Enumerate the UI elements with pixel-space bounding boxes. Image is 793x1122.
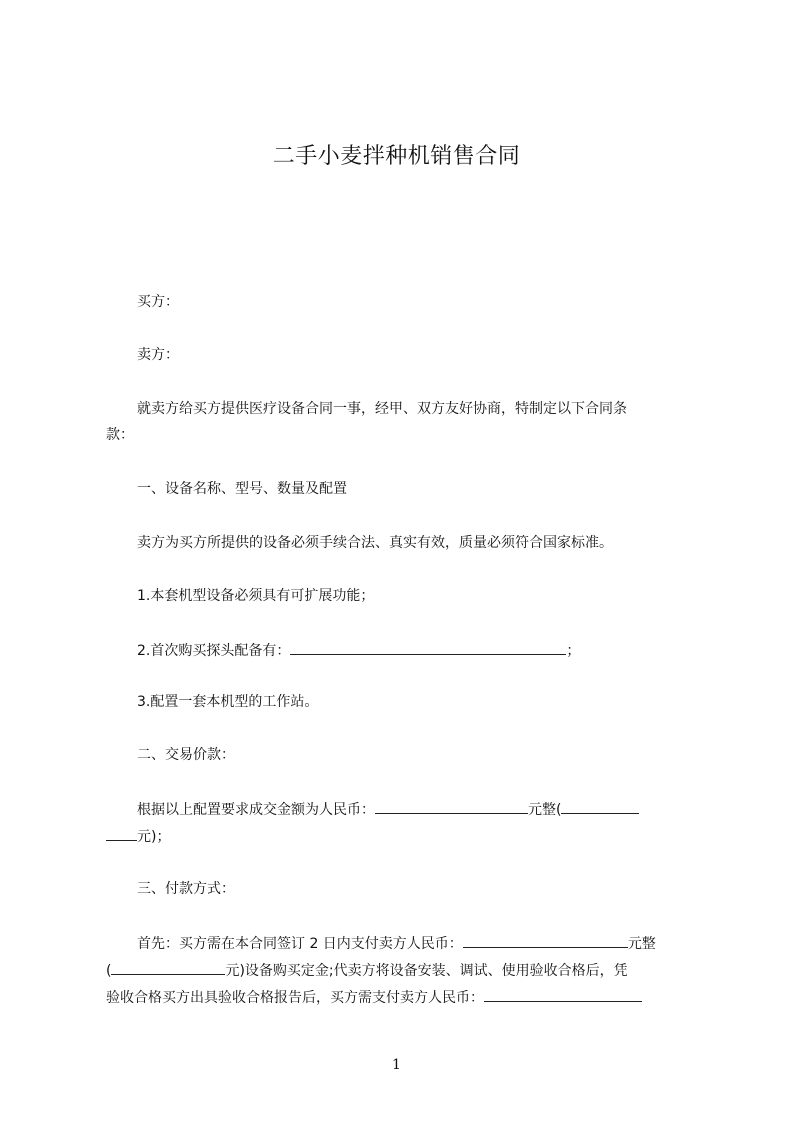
price-mid-text: 元整( [528,802,562,818]
probe-blank-line[interactable] [290,639,566,655]
intro-paragraph-line-1: 就卖方给买方提供医疗设备合同一事，经甲、双方友好协商，特制定以下合同条 [137,401,627,417]
section-1-heading: 一、设备名称、型号、数量及配置 [137,481,347,497]
payment-line-3-text: 验收合格买方出具验收合格报告后，买方需支付卖方人民币： [106,990,484,1006]
buyer-label: 买方： [137,294,179,310]
seller-label: 卖方： [137,347,179,363]
final-payment-blank[interactable] [484,986,642,1002]
payment-line-1 [137,932,656,954]
item-2-end: ； [566,643,581,659]
deposit-amount-blank[interactable] [463,932,628,948]
price-label: 根据以上配置要求成交金额为人民币： [137,802,375,818]
item-2-label: 2.首次购买探头配备有： [137,643,291,659]
section-2-heading: 二、交易价款： [137,747,235,763]
price-line-1 [137,798,639,820]
price-uppercase-blank-end[interactable] [106,825,137,841]
item-2 [137,639,580,661]
price-line-2 [106,825,170,847]
payment-line-2-open: ( [106,963,112,979]
item-1: 1.本套机型设备必须具有可扩展功能； [137,588,375,604]
section-3-heading: 三、付款方式： [137,881,235,897]
deposit-uppercase-blank[interactable] [111,959,225,975]
price-amount-blank[interactable] [375,798,528,814]
contract-title: 二手小麦拌种机销售合同 [272,144,521,169]
page-number: 1 [392,1057,401,1073]
payment-label: 首先：买方需在本合同签订 2 日内支付卖方人民币： [137,936,463,952]
intro-paragraph-line-2: 款： [106,427,134,443]
section-1-paragraph: 卖方为买方所提供的设备必须手续合法、真实有效，质量必须符合国家标准。 [137,535,613,551]
payment-line-3 [106,986,642,1008]
item-3: 3.配置一套本机型的工作站。 [137,694,319,710]
payment-line-2 [106,959,628,981]
payment-line-2-text: 元)设备购买定金;代卖方将设备安装、调试、使用验收合格后，凭 [225,963,628,979]
payment-line-1-end: 元整 [627,936,656,952]
price-uppercase-blank-start[interactable] [561,798,639,814]
price-line-2-end: 元)； [137,829,171,845]
